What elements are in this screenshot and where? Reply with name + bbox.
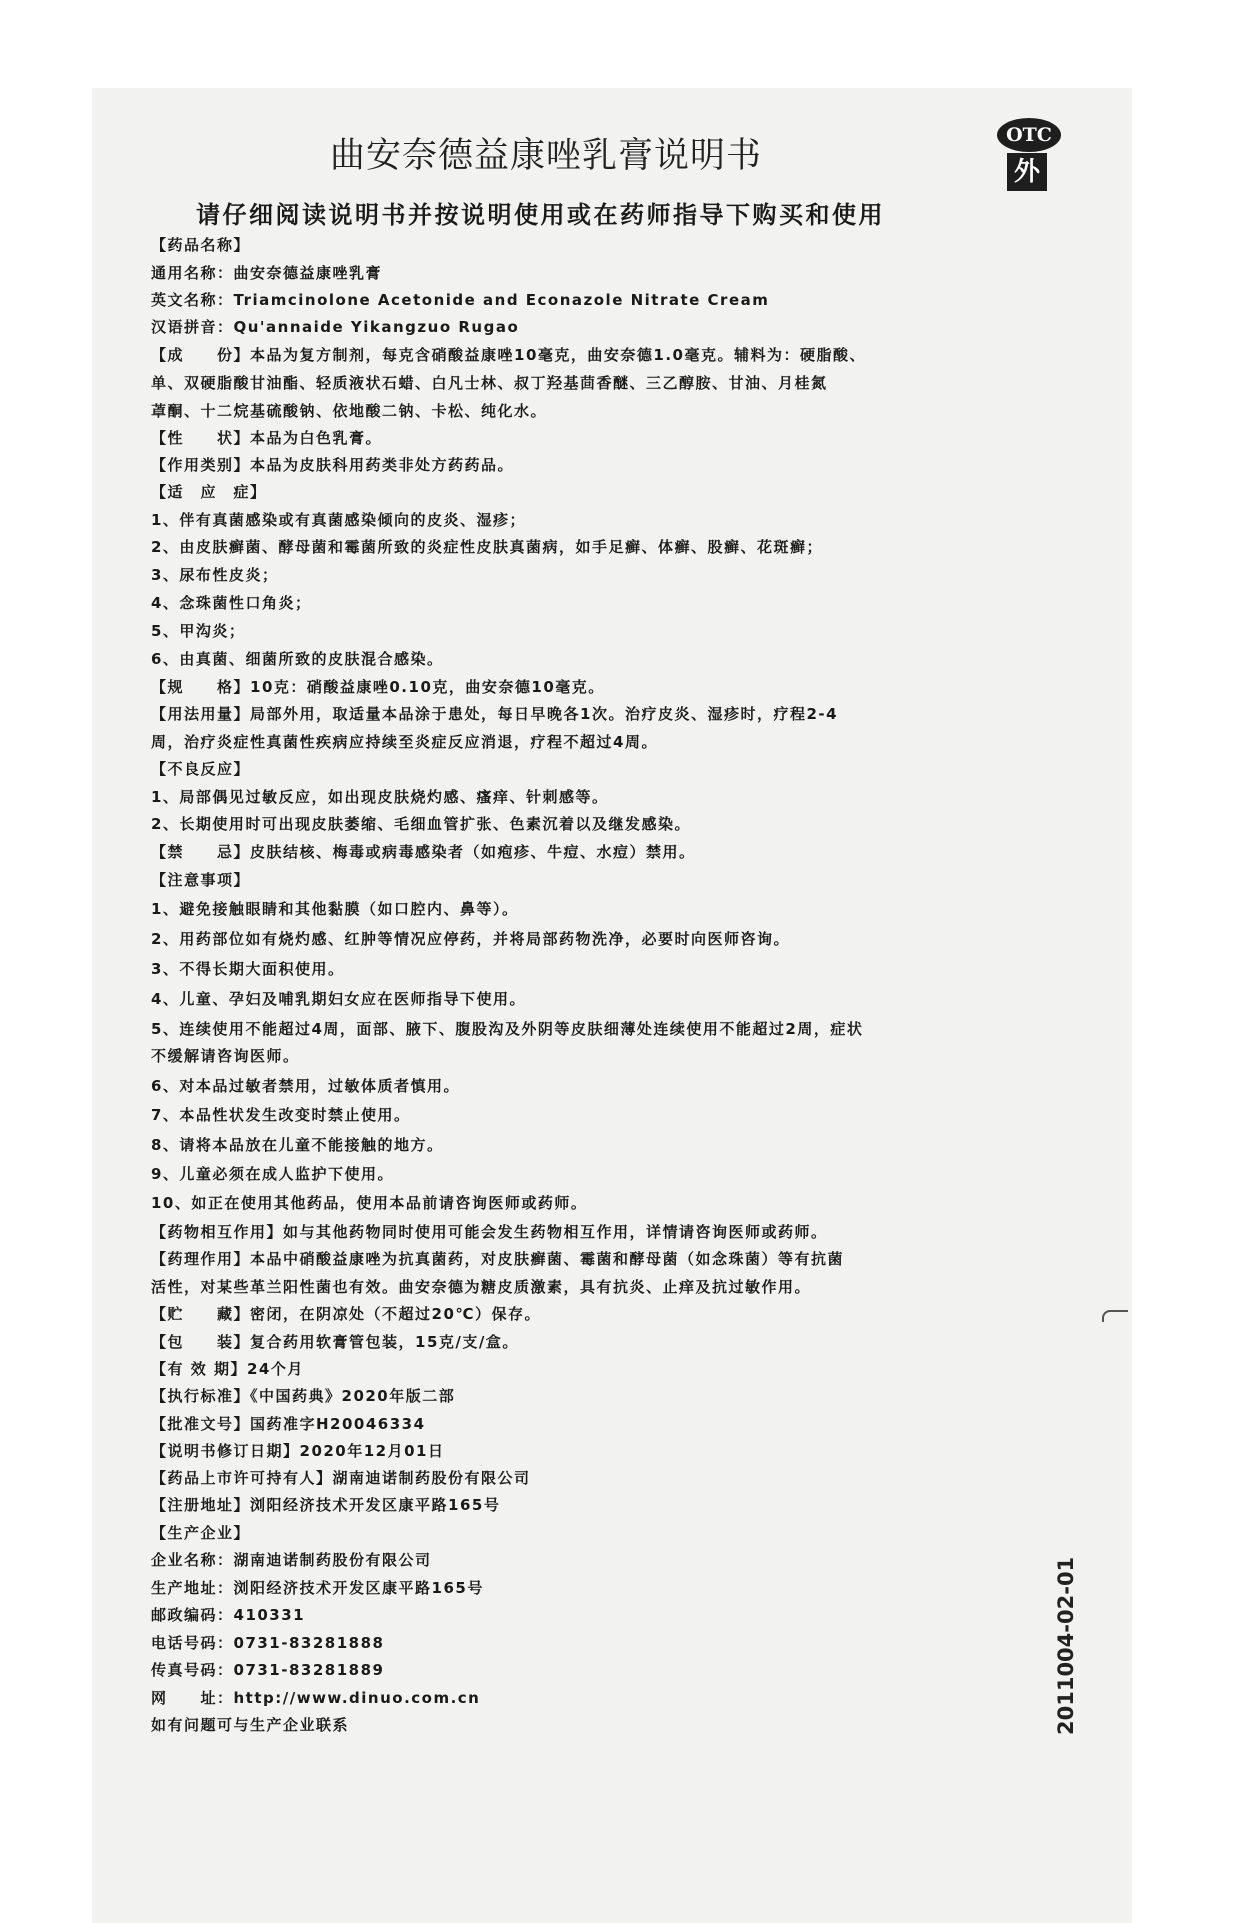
print-code: 2011004-02-01: [1054, 1556, 1078, 1735]
text-line: 【适 应 症】: [151, 483, 267, 501]
text-line: 生产地址：浏阳经济技术开发区康平路165号: [151, 1579, 484, 1597]
text-line: 【禁 忌】皮肤结核、梅毒或病毒感染者（如疱疹、牛痘、水痘）禁用。: [151, 843, 696, 861]
text-line: 传真号码：0731-83281889: [151, 1661, 385, 1679]
text-line: 【包 装】复合药用软膏管包装，15克/支/盒。: [151, 1333, 519, 1351]
text-line: 【作用类别】本品为皮肤科用药类非处方药药品。: [151, 456, 515, 474]
text-line: 周，治疗炎症性真菌性疾病应持续至炎症反应消退，疗程不超过4周。: [151, 733, 658, 751]
text-line: 3、尿布性皮炎；: [151, 566, 279, 584]
text-line: 4、念珠菌性口角炎；: [151, 594, 312, 612]
text-line: 如有问题可与生产企业联系: [151, 1716, 350, 1734]
text-line: 10、如正在使用其他药品，使用本品前请咨询医师或药师。: [151, 1194, 588, 1212]
text-line: 1、局部偶见过敏反应，如出现皮肤烧灼感、瘙痒、针刺感等。: [151, 788, 609, 806]
text-line: 2、用药部位如有烧灼感、红肿等情况应停药，并将局部药物洗净，必要时向医师咨询。: [151, 930, 790, 948]
text-line: 活性，对某些革兰阳性菌也有效。曲安奈德为糖皮质激素，具有抗炎、止痒及抗过敏作用。: [151, 1278, 812, 1296]
text-line: 不缓解请咨询医师。: [151, 1047, 300, 1065]
text-line: 单、双硬脂酸甘油酯、轻质液状石蜡、白凡士林、叔丁羟基茴香醚、三乙醇胺、甘油、月桂氮: [151, 374, 828, 392]
text-line: 英文名称：Triamcinolone Acetonide and Econazole Nitrate Cream: [151, 291, 770, 309]
text-line: 通用名称：曲安奈德益康唑乳膏: [151, 264, 383, 282]
text-line: 汉语拼音：Qu'annaide Yikangzuo Rugao: [151, 318, 520, 336]
text-line: 【用法用量】局部外用，取适量本品涂于患处，每日早晚各1次。治疗皮炎、湿疹时，疗程2-4: [151, 705, 839, 723]
text-line: 5、连续使用不能超过4周，面部、腋下、腹股沟及外阴等皮肤细薄处连续使用不能超过2周，症状: [151, 1020, 864, 1038]
text-line: 【注册地址】浏阳经济技术开发区康平路165号: [151, 1496, 501, 1514]
document-subtitle: 请仔细阅读说明书并按说明使用或在药师指导下购买和使用: [196, 201, 885, 229]
text-line: 【批准文号】国药准字H20046334: [151, 1415, 426, 1433]
text-line: 【生产企业】: [151, 1524, 251, 1542]
text-line: 【注意事项】: [151, 871, 251, 889]
external-use-badge: 外: [1007, 153, 1047, 191]
text-line: 【说明书修订日期】2020年12月01日: [151, 1442, 445, 1460]
text-line: 【成 份】本品为复方制剂，每克含硝酸益康唑10毫克，曲安奈德1.0毫克。辅料为：硬脂酸、: [151, 346, 866, 364]
smudge-mark: [1102, 1310, 1128, 1322]
text-line: 1、伴有真菌感染或有真菌感染倾向的皮炎、湿疹；: [151, 511, 526, 529]
text-line: 䓬酮、十二烷基硫酸钠、依地酸二钠、卡松、纯化水。: [151, 402, 548, 420]
text-line: 2、长期使用时可出现皮肤萎缩、毛细血管扩张、色素沉着以及继发感染。: [151, 815, 691, 833]
text-line: 【药品名称】: [151, 236, 251, 254]
text-line: 【药理作用】本品中硝酸益康唑为抗真菌药，对皮肤癣菌、霉菌和酵母菌（如念珠菌）等有抗菌: [151, 1250, 845, 1268]
text-line: 3、不得长期大面积使用。: [151, 960, 345, 978]
text-line: 9、儿童必须在成人监护下使用。: [151, 1165, 394, 1183]
text-line: 网 址：http://www.dinuo.com.cn: [151, 1689, 481, 1707]
text-line: 【药品上市许可持有人】湖南迪诺制药股份有限公司: [151, 1469, 531, 1487]
text-line: 5、甲沟炎；: [151, 622, 246, 640]
document-title: 曲安奈德益康唑乳膏说明书: [330, 136, 763, 176]
text-line: 【执行标准】《中国药典》2020年版二部: [151, 1387, 456, 1405]
text-line: 2、由皮肤癣菌、酵母菌和霉菌所致的炎症性皮肤真菌病，如手足癣、体癣、股癣、花斑癣；: [151, 538, 823, 556]
text-line: 【不良反应】: [151, 760, 251, 778]
text-line: 【贮 藏】密闭，在阴凉处（不超过20℃）保存。: [151, 1305, 542, 1323]
text-line: 【规 格】10克：硝酸益康唑0.10克，曲安奈德10毫克。: [151, 678, 605, 696]
text-line: 7、本品性状发生改变时禁止使用。: [151, 1106, 411, 1124]
text-line: 【性 状】本品为白色乳膏。: [151, 429, 383, 447]
text-line: 邮政编码：410331: [151, 1606, 306, 1624]
text-line: 1、避免接触眼睛和其他黏膜（如口腔内、鼻等）。: [151, 900, 519, 918]
text-line: 4、儿童、孕妇及哺乳期妇女应在医师指导下使用。: [151, 990, 526, 1008]
text-line: 企业名称：湖南迪诺制药股份有限公司: [151, 1551, 432, 1569]
otc-badge: OTC: [997, 118, 1061, 152]
text-line: 【药物相互作用】如与其他药物同时使用可能会发生药物相互作用，详情请咨询医师或药师。: [151, 1223, 828, 1241]
text-line: 【有 效 期】24个月: [151, 1360, 304, 1378]
text-line: 6、由真菌、细菌所致的皮肤混合感染。: [151, 650, 444, 668]
text-line: 6、对本品过敏者禁用，过敏体质者慎用。: [151, 1077, 460, 1095]
text-line: 电话号码：0731-83281888: [151, 1634, 385, 1652]
text-line: 8、请将本品放在儿童不能接触的地方。: [151, 1136, 444, 1154]
